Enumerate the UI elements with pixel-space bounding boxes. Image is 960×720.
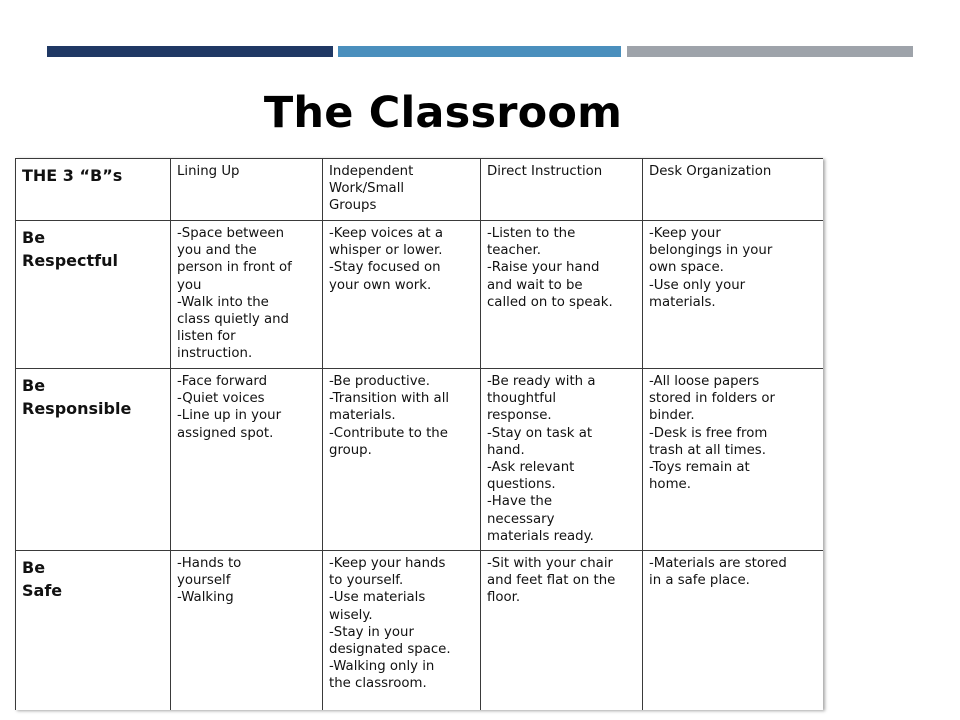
accent-bar-blue [338,46,621,57]
cell-text-line: Desk Organization [649,164,772,179]
table-cell [481,551,643,711]
corner-cell: THE 3 “B”s [16,159,171,221]
cell-text-line: -Stay focused on [329,260,441,276]
table-cell [323,369,481,551]
column-header [323,159,481,221]
cell-text-line: thoughtful [487,391,557,407]
cell-text-line: you and the [177,243,257,259]
cell-text-line: Be [22,558,46,577]
table-cell [643,369,824,551]
cell-text-line: Safe [22,581,63,600]
cell-text-line: -Quiet voices [177,391,265,407]
cell-text-line: teacher. [487,243,541,259]
table-header-row [16,159,824,221]
table-cell [323,551,481,711]
cell-text-line: -All loose papers [649,374,760,389]
cell-text-line: wisely. [329,607,373,623]
column-header [643,159,824,221]
cell-text-line: -Have the [487,494,553,510]
cell-text-line: -Keep your [649,226,721,241]
cell-text-line: person in front of [177,260,292,276]
cell-text-line: response. [487,408,552,424]
cell-text-line: own space. [649,260,724,276]
row-header [16,551,171,711]
cell-text-line: -Raise your hand [487,260,600,276]
table-cell [643,221,824,369]
cell-text-line: hand. [487,442,525,458]
table-cell [323,221,481,369]
cell-text-line: Work/Small [329,181,405,197]
cell-text-line: listen for [177,329,236,345]
cell-text-line: -Materials are stored [649,556,787,571]
slide-title: The Classroom [263,88,623,138]
cell-text-line: whisper or lower. [329,243,443,259]
row-header [16,221,171,369]
cell-text-line: -Use materials [329,590,426,606]
cell-text-line: floor. [487,590,521,606]
cell-text-line: -Space between [177,226,285,241]
cell-text-line: group. [329,442,372,458]
cell-text-line: Independent [329,164,414,179]
cell-text-line: instruction. [177,346,253,362]
cell-text-line: -Stay in your [329,624,414,640]
cell-text-line: -Keep voices at a [329,226,443,241]
cell-text-line: -Ask relevant [487,460,575,476]
row-header [16,369,171,551]
cell-text-line: belongings in your [649,243,773,259]
cell-text-line: -Desk is free from [649,425,768,441]
cell-text-line: you [177,277,202,293]
cell-text-line: -Toys remain at [649,460,750,476]
table-cell [171,369,323,551]
cell-text-line: -Walking [177,590,234,606]
cell-text-line: binder. [649,408,695,424]
table-cell [171,551,323,711]
cell-text-line: called on to speak. [487,294,613,310]
cell-text-line: -Contribute to the [329,425,448,441]
cell-text-line: your own work. [329,277,432,293]
behavior-table [15,158,823,710]
cell-text-line: in a safe place. [649,573,750,589]
table-cell [481,369,643,551]
table-row [16,369,824,551]
cell-text-line: class quietly and [177,312,289,328]
table-cell [643,551,824,711]
column-header [481,159,643,221]
cell-text-line: trash at all times. [649,442,766,458]
cell-text-line: -Keep your hands [329,556,446,571]
cell-text-line: -Hands to [177,556,242,571]
cell-text-line: -Be ready with a [487,374,596,389]
cell-text-line: Direct Instruction [487,164,603,179]
cell-text-line: questions. [487,477,556,493]
table-row [16,221,824,369]
table-cell [171,221,323,369]
table-cell [481,221,643,369]
cell-text-line: the classroom. [329,676,427,692]
accent-bar-gray [627,46,913,57]
cell-text-line: -Be productive. [329,374,430,389]
column-header [171,159,323,221]
cell-text-line: -Walking only in [329,659,435,675]
cell-text-line: and feet flat on the [487,573,616,589]
cell-text-line: to yourself. [329,573,404,589]
cell-text-line: home. [649,477,691,493]
table-row [16,551,824,711]
cell-text-line: yourself [177,573,231,589]
accent-bar-navy [47,46,333,57]
cell-text-line: -Sit with your chair [487,556,613,571]
cell-text-line: materials. [329,408,396,424]
cell-text-line: -Listen to the [487,226,576,241]
cell-text-line: -Line up in your [177,408,282,424]
cell-text-line: Lining Up [177,164,240,179]
cell-text-line: materials ready. [487,528,594,544]
cell-text-line: Groups [329,198,377,214]
cell-text-line: Be [22,228,46,247]
cell-text-line: -Walk into the [177,294,269,310]
behavior-matrix [15,158,823,710]
cell-text-line: stored in folders or [649,391,776,407]
cell-text-line: Be [22,376,46,395]
cell-text-line: necessary [487,511,555,527]
cell-text-line: Responsible [22,399,132,418]
cell-text-line: designated space. [329,642,451,658]
cell-text-line: -Use only your [649,277,746,293]
cell-text-line: -Face forward [177,374,268,389]
cell-text-line: materials. [649,294,716,310]
cell-text-line: and wait to be [487,277,583,293]
cell-text-line: -Stay on task at [487,425,593,441]
cell-text-line: assigned spot. [177,425,274,441]
cell-text-line: Respectful [22,251,118,270]
cell-text-line: -Transition with all [329,391,450,407]
